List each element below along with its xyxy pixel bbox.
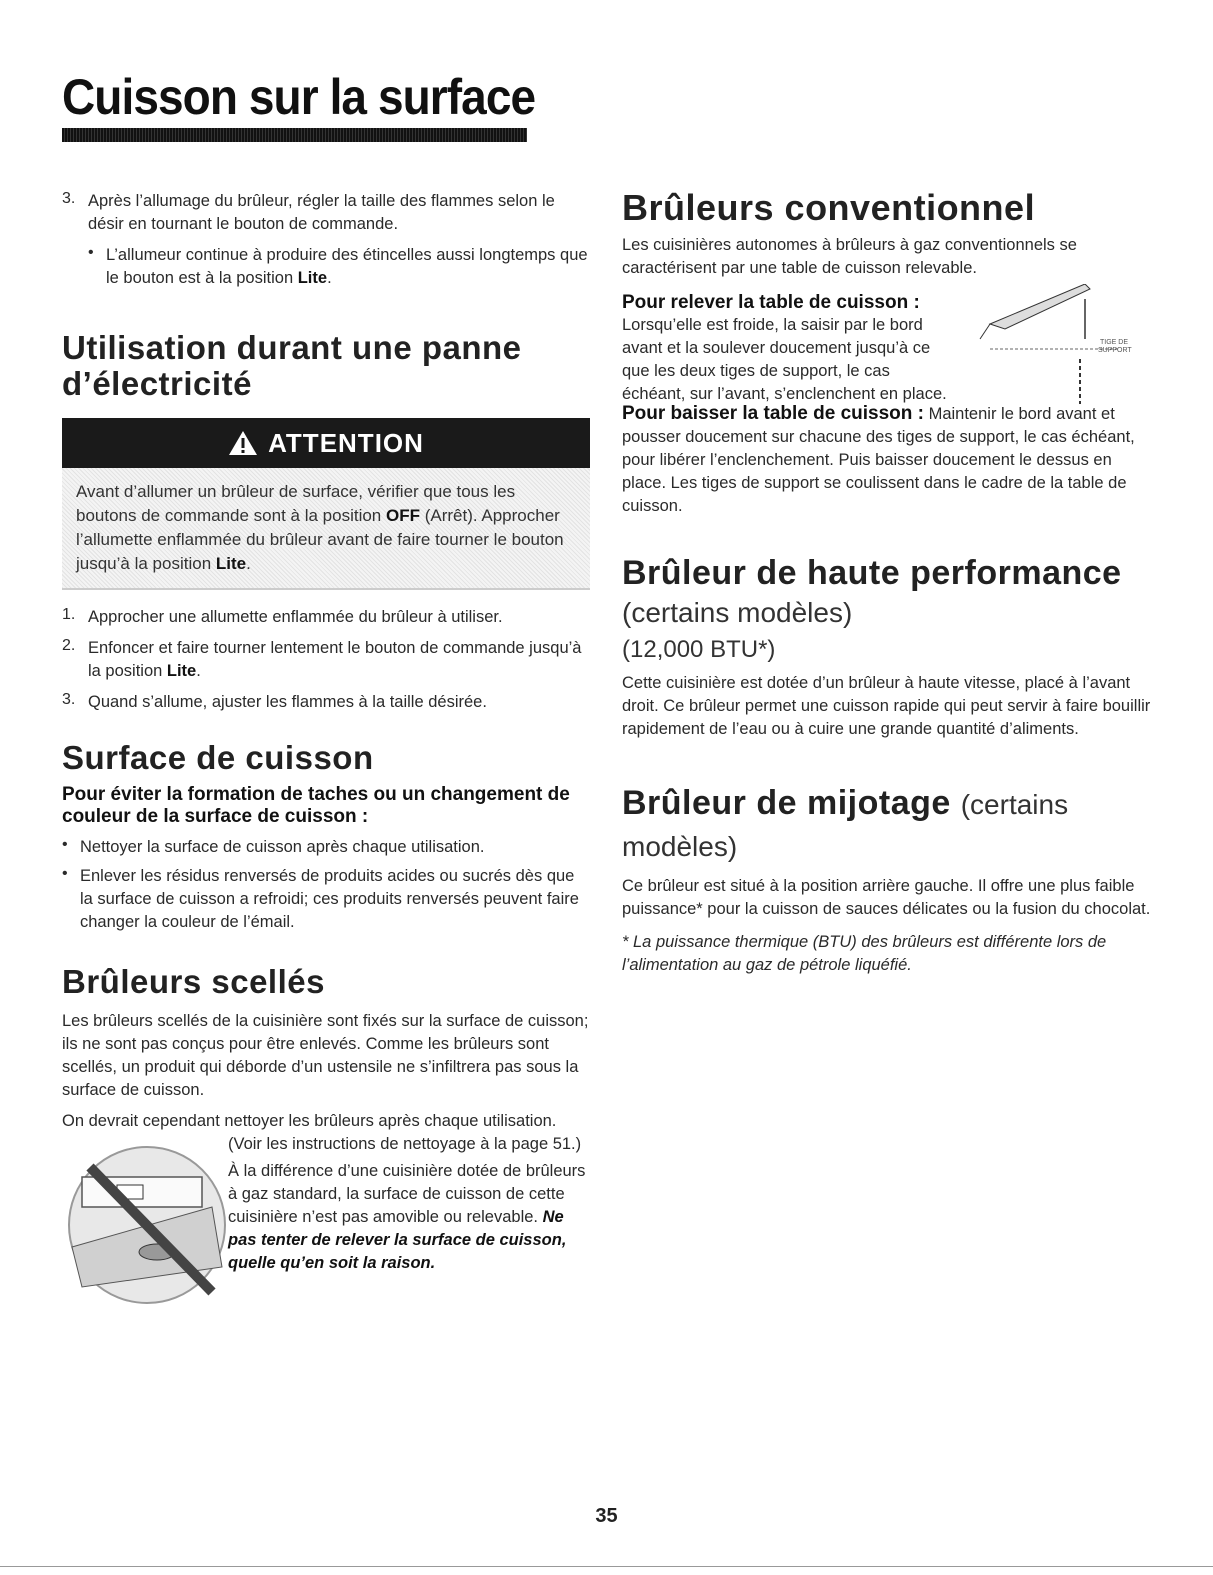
rod-label: SUPPORT: [1098, 347, 1132, 354]
section-title-simmer: Brûleur de mijotage (certains modèles): [622, 784, 1069, 862]
left-column: [62, 190, 590, 1343]
btu-label: (12,000 BTU*): [622, 636, 776, 663]
raise-title: Pour relever la table de cuisson :: [622, 292, 920, 313]
section-title-conventional: Brûleurs conventionnel: [622, 187, 1036, 228]
attention-text: Avant d’allumer un brûleur de surface, vérifier que tous les boutons de commande sont à la position OFF (Arrêt). Approcher l’allumette enflammée du brûleur avant de faire tourner le bouton jusqu’à la position Lite.: [76, 482, 564, 573]
step-number: 3.: [62, 190, 76, 207]
raise-text: Lorsqu’elle est froide, la saisir par le bord avant et la soulever doucement jusqu’à ce que les deux tiges de support, le cas échéant, sur l’avant, s’enclenchent en place.: [622, 316, 947, 403]
step-number: 2.: [62, 637, 76, 654]
step-text: Enfoncer et faire tourner lentement le bouton de commande jusqu’à la position Lite.: [88, 639, 582, 680]
bullet-text: L’allumeur continue à produire des étincelles aussi longtemps que le bouton est à la position Lite.: [106, 246, 588, 287]
bullet-text: Enlever les résidus renversés de produits acides ou sucrés dès que la surface de cuisson a refroidi; ces produits renversés peuvent faire changer la couleur de l’émail.: [80, 867, 579, 931]
lower-text: Pour baisser la table de cuisson : Maintenir le bord avant et pousser doucement sur chacune des tiges de support, le cas échéant, pour libérer l’enclenchement. Puis baisser doucement le dessus en place. Les tiges de support se coulissent dans le cadre de la table de cuisson.: [622, 403, 1135, 515]
page-title: Cuisson sur la surface: [62, 69, 536, 125]
bottom-rule: [0, 1566, 1213, 1567]
step-item: [62, 606, 590, 629]
section-title-high-performance: Brûleur de haute performance (certains modèles): [622, 554, 1122, 628]
steps-list: [62, 606, 590, 714]
no-lift-illustration: [62, 1137, 232, 1312]
step-text: Après l’allumage du brûleur, régler la taille des flammes selon le désir en tournant le bouton de commande.: [88, 192, 555, 233]
surface-bullets: [62, 836, 590, 934]
section-title-surface: Surface de cuisson: [62, 739, 374, 776]
high-performance-text: Cette cuisinière est dotée d’un brûleur à haute vitesse, placé à l’avant droit. Ce brûleur permet une cuisson rapide qui peut servir à faire bouillir rapidement de l’eau ou à cuire une grande quantité d’aliments.: [622, 674, 1151, 738]
surface-subtitle: Pour éviter la formation de taches ou un changement de couleur de la surface de cuisson :: [62, 784, 570, 827]
sealed-side-text: [228, 1133, 590, 1275]
section-title-sealed: Brûleurs scellés: [62, 963, 325, 1000]
step-number: 3.: [62, 691, 76, 708]
sealed-paragraph: À la différence d’une cuisinière dotée de brûleurs à gaz standard, la surface de cuisson de cette cuisinière n’est pas amovible ou relevable. Ne pas tenter de relever la surface de cuisson, quelle qu’en soit la raison.: [228, 1162, 586, 1272]
step-item: [62, 637, 590, 683]
cooktop-lift-diagram: [970, 284, 1140, 404]
btu-footnote: * La puissance thermique (BTU) des brûleurs est différente lors de l’alimentation au gaz de pétrole liquéfié.: [622, 933, 1107, 974]
bullet-dot: •: [88, 244, 94, 261]
conventional-intro: Les cuisinières autonomes à brûleurs à gaz conventionnels se caractérisent par une table de cuisson relevable.: [622, 236, 1077, 277]
warning-triangle-icon: [228, 430, 258, 456]
step-text: Approcher une allumette enflammée du brûleur à utiliser.: [88, 608, 503, 626]
step-item: [62, 190, 590, 236]
bullet-item: • Nettoyer la surface de cuisson après chaque utilisation.: [62, 836, 590, 859]
step-number: 1.: [62, 606, 76, 623]
step-text: Quand s’allume, ajuster les flammes à la taille désirée.: [88, 693, 487, 711]
sealed-paragraph: Les brûleurs scellés de la cuisinière sont fixés sur la surface de cuisson; ils ne sont pas conçus pour être enlevés. Comme les brûleurs sont scellés, un produit qui déborde d’un ustensile ne s’infiltrera pas sous la surface de cuisson.: [62, 1012, 589, 1099]
page-number: 35: [595, 1505, 618, 1527]
bullet-text: Nettoyer la surface de cuisson après chaque utilisation.: [80, 838, 485, 856]
bullet-item: • Enlever les résidus renversés de produits acides ou sucrés dès que la surface de cuisson a refroidi; ces produits renversés peuvent faire changer la couleur de l’émail.: [62, 865, 590, 934]
title-rule: [62, 128, 527, 142]
attention-header: [62, 418, 590, 468]
sealed-paragraph: On devrait cependant nettoyer les brûleurs après chaque utilisation.: [62, 1112, 557, 1130]
attention-box: [62, 418, 590, 590]
step-item: [62, 691, 590, 714]
sealed-paragraph: (Voir les instructions de nettoyage à la page 51.): [228, 1135, 582, 1153]
rod-label: TIGE DE: [1100, 339, 1129, 346]
right-column: [622, 187, 1152, 977]
bullet-item: [88, 244, 590, 290]
sealed-burner-figure: [62, 1133, 590, 1343]
simmer-text: Ce brûleur est situé à la position arrière gauche. Il offre une plus faible puissance* pour la cuisson de sauces délicates ou la fusion du chocolat.: [622, 877, 1151, 918]
attention-label: ATTENTION: [268, 427, 424, 458]
raise-block: [622, 292, 1152, 402]
section-title-power-outage: Utilisation durant une panne d’électricité: [62, 329, 522, 402]
